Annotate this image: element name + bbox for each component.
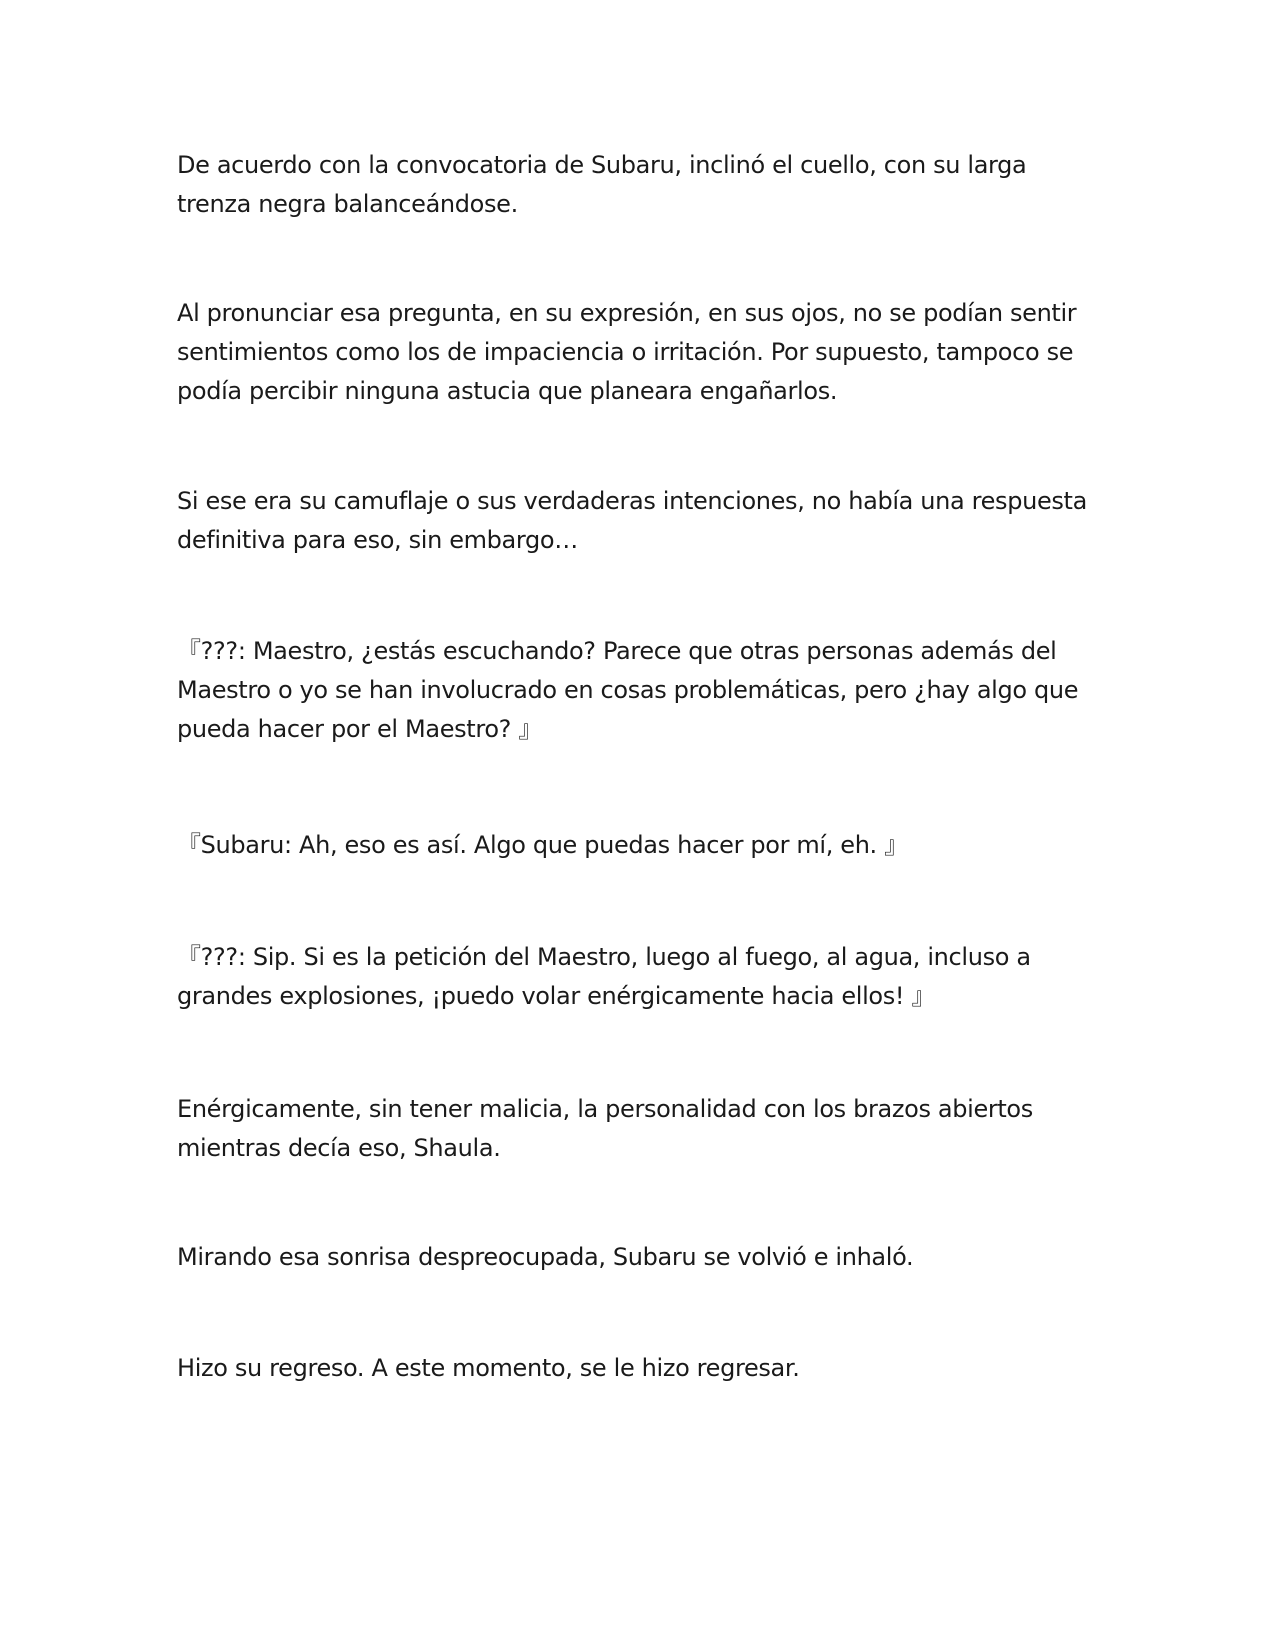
paragraph-2: Al pronunciar esa pregunta, en su expresión, en sus ojos, no se podían sentir sentimientos como los de impaciencia o irritación. Por supuesto, tampoco se podía percibir ninguna astucia que planeara engañarlos. [177, 299, 1077, 405]
paragraph-1: De acuerdo con la convocatoria de Subaru, inclinó el cuello, con su larga trenza negra balanceándose. [177, 151, 1027, 218]
dialogue-shaula-2: 『???: Sip. Si es la petición del Maestro, luego al fuego, al agua, incluso a grandes explosiones, ¡puedo volar enérgicamente hacia ellos! 』 [177, 943, 1031, 1010]
dialogue-shaula-1: 『???: Maestro, ¿estás escuchando? Parece que otras personas además del Maestro o yo se han involucrado en cosas problemáticas, pero ¿hay algo que pueda hacer por el Maestro? 』 [177, 637, 1079, 743]
dialogue-subaru: 『Subaru: Ah, eso es así. Algo que puedas hacer por mí, eh. 』 [177, 831, 908, 859]
paragraph-9: Hizo su regreso. A este momento, se le hizo regresar. [177, 1354, 800, 1382]
paragraph-3: Si ese era su camuflaje o sus verdaderas intenciones, no había una respuesta definitiva para eso, sin embargo… [177, 487, 1087, 554]
paragraph-8: Mirando esa sonrisa despreocupada, Subaru se volvió e inhaló. [177, 1243, 914, 1271]
paragraph-7: Enérgicamente, sin tener malicia, la personalidad con los brazos abiertos mientras decía eso, Shaula. [177, 1095, 1033, 1162]
